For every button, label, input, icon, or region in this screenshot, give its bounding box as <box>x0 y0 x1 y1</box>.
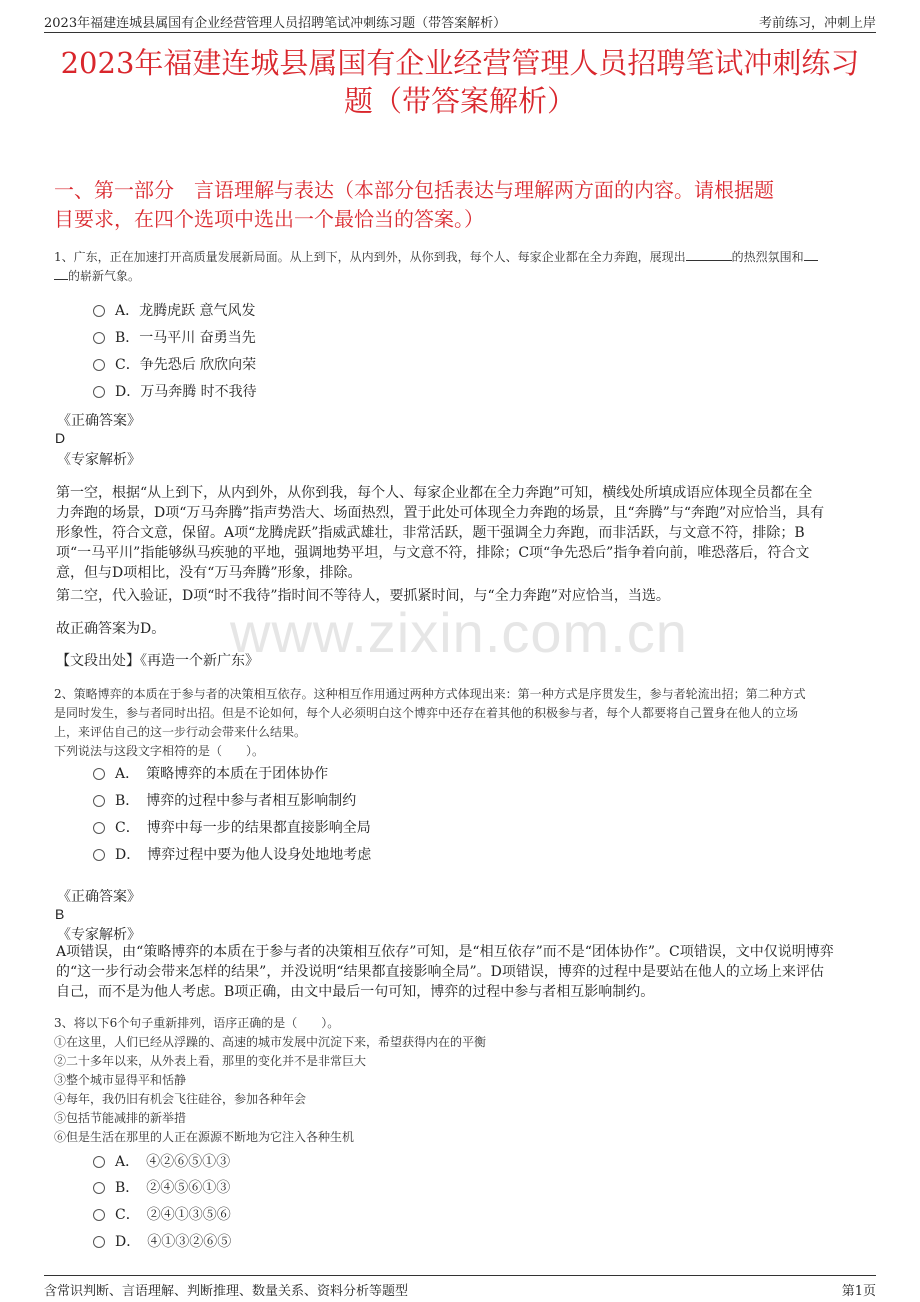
header-title: 2023年福建连城县属国有企业经营管理人员招聘笔试冲刺练习题（带答案解析） <box>44 16 507 31</box>
radio-icon[interactable] <box>93 1182 105 1194</box>
page-header <box>44 10 876 33</box>
q1-analysis-label: 《专家解析》 <box>57 452 141 468</box>
q1-answer-value: D <box>55 430 66 446</box>
stem-line: ①在这里，人们已经从浮躁的、高速的城市发展中沉淀下来，希望获得内在的平衡 <box>54 1035 487 1049</box>
analysis-line: 意，但与D项相比，没有“万马奔腾”形象，排除。 <box>56 565 362 581</box>
q2-option-b[interactable] <box>93 791 356 811</box>
title-line-1: 2023年福建连城县属国有企业经营管理人员招聘笔试冲刺练习 <box>60 46 860 80</box>
stem-line: ⑥但是生活在那里的人正在源源不断地为它注入各种生机 <box>54 1130 355 1144</box>
radio-icon[interactable] <box>93 386 105 398</box>
analysis-line: 力奔跑的场景，D项“万马奔腾”指声势浩大、场面热烈，置于此处可体现全力奔跑的场景，且“奔腾”与“奔跑”对应恰当，具有 <box>56 505 825 521</box>
analysis-line: 形象性，符合文意，保留。A项“龙腾虎跃”指威武雄壮，非常活跃，题干强调全力奔跑，而非活跃，与文意不符，排除；B <box>56 525 805 541</box>
option-label: A． ④②⑥⑤①③ <box>115 1154 231 1170</box>
q3-option-b[interactable] <box>93 1178 230 1198</box>
radio-icon[interactable] <box>93 359 105 371</box>
stem-line: 上，来评估自己的这一步行动会带来什么结果。 <box>54 725 307 739</box>
watermark: www.zixin.com.cn <box>230 601 688 664</box>
q1-option-d[interactable] <box>93 382 257 402</box>
option-label: B． 博弈的过程中参与者相互影响制约 <box>115 793 357 809</box>
section-heading-line-1: 一、第一部分 言语理解与表达（本部分包括表达与理解两方面的内容。请根据题 <box>54 178 774 202</box>
analysis-line: 的“这一步行动会带来怎样的结果”，并没说明“结果都直接影响全局”。D项错误，博弈的过程中是要站在他人的立场上来评估 <box>56 964 824 980</box>
q1-option-a[interactable] <box>93 301 256 321</box>
fill-blank <box>686 248 732 261</box>
q1-stem-part-3: 的崭新气象。 <box>68 269 141 283</box>
option-label: D． ④①③②⑥⑤ <box>115 1234 232 1250</box>
option-label: B． ②④⑤⑥①③ <box>115 1180 231 1196</box>
option-label: C． ②④①③⑤⑥ <box>115 1207 231 1223</box>
q1-source: 【文段出处】《再造一个新广东》 <box>56 653 259 669</box>
option-label: D． 博弈过程中要为他人设身处地地考虑 <box>115 847 372 863</box>
page-footer <box>44 1275 876 1302</box>
radio-icon[interactable] <box>93 332 105 344</box>
question-2-stem <box>54 685 870 761</box>
analysis-line: 第一空，根据“从上到下，从内到外，从你到我，每个人、每家企业都在全力奔跑”可知，横线处所填成语应体现全员都在全 <box>56 485 813 501</box>
question-1-stem <box>54 248 870 286</box>
radio-icon[interactable] <box>93 795 105 807</box>
q2-option-a[interactable] <box>93 764 328 784</box>
q3-option-a[interactable] <box>93 1152 230 1172</box>
analysis-line: A项错误，由“策略博弈的本质在于参与者的决策相互依存”可知，是“相互依存”而不是“团体协作”。C项错误，文中仅说明博弈 <box>56 944 834 960</box>
fill-blank <box>804 248 818 261</box>
page-number: 第1页 <box>841 1284 876 1299</box>
q2-option-c[interactable] <box>93 818 371 838</box>
option-label: D．万马奔腾 时不我待 <box>115 384 257 400</box>
q2-answer-label: 《正确答案》 <box>57 889 141 905</box>
option-label: B．一马平川 奋勇当先 <box>115 330 256 346</box>
q1-answer-label: 《正确答案》 <box>57 413 141 429</box>
stem-line: 是同时发生，参与者同时出招。但是不论如何，每个人必须明白这个博弈中还存在着其他的积极参与者，每个人都要将自己置身在他人的立场 <box>54 706 799 720</box>
footer-note: 含常识判断、言语理解、判断推理、数量关系、资料分析等题型 <box>44 1284 409 1299</box>
radio-icon[interactable] <box>93 822 105 834</box>
radio-icon[interactable] <box>93 1156 105 1168</box>
q3-option-d[interactable] <box>93 1232 231 1252</box>
q1-stem-part-1: 1、广东，正在加速打开高质量发展新局面。从上到下，从内到外，从你到我，每个人、每家企业都在全力奔跑，展现出 <box>54 250 686 264</box>
stem-line: ③整个城市显得平和恬静 <box>54 1073 187 1087</box>
radio-icon[interactable] <box>93 849 105 861</box>
stem-line: ⑤包括节能减排的新举措 <box>54 1111 187 1125</box>
option-label: C． 博弈中每一步的结果都直接影响全局 <box>115 820 371 836</box>
header-slogan: 考前练习，冲刺上岸 <box>758 16 876 31</box>
section-heading <box>54 176 870 234</box>
q2-answer-value: B <box>55 906 65 922</box>
radio-icon[interactable] <box>93 305 105 317</box>
stem-line: 3、将以下6个句子重新排列，语序正确的是（ ）。 <box>54 1016 340 1030</box>
analysis-line: 项“一马平川”指能够纵马疾驰的平地，强调地势平坦，与文意不符，排除；C项“争先恐后”指争着向前，唯恐落后，符合文 <box>56 545 810 561</box>
q1-analysis-paragraph-2: 第二空，代入验证，D项“时不我待”指时间不等待人，要抓紧时间，与“全力奔跑”对应恰当，当选。 <box>56 588 670 604</box>
stem-line: ④每年，我仍旧有机会飞往硅谷，参加各种年会 <box>54 1092 307 1106</box>
stem-line: ②二十多年以来，从外表上看，那里的变化并不是非常巨大 <box>54 1054 367 1068</box>
q1-option-b[interactable] <box>93 328 256 348</box>
q1-stem-part-2: 的热烈氛围和 <box>731 250 804 264</box>
q3-option-c[interactable] <box>93 1205 231 1225</box>
analysis-line: 自己，而不是为他人考虑。B项正确，由文中最后一句可知，博弈的过程中参与者相互影响制约。 <box>56 984 655 1000</box>
radio-icon[interactable] <box>93 1209 105 1221</box>
option-label: A． 策略博弈的本质在于团体协作 <box>115 766 329 782</box>
q1-analysis-conclusion: 故正确答案为D。 <box>56 621 166 637</box>
q2-analysis <box>56 942 860 1002</box>
q1-analysis-paragraph-1 <box>56 483 860 583</box>
q2-analysis-label: 《专家解析》 <box>57 927 141 943</box>
document-title <box>40 44 880 120</box>
q2-option-d[interactable] <box>93 845 371 865</box>
radio-icon[interactable] <box>93 1236 105 1248</box>
section-heading-line-2: 目要求，在四个选项中选出一个最恰当的答案。） <box>54 207 484 231</box>
fill-blank <box>54 267 68 280</box>
stem-line: 下列说法与这段文字相符的是（ ）。 <box>54 744 265 758</box>
radio-icon[interactable] <box>93 768 105 780</box>
question-3-stem <box>54 1014 486 1147</box>
option-label: C．争先恐后 欣欣向荣 <box>115 357 257 373</box>
stem-line: 2、策略博弈的本质在于参与者的决策相互依存。这种相互作用通过两种方式体现出来：第一种方式是序贯发生，参与者轮流出招；第二种方式 <box>54 687 806 701</box>
title-line-2: 题（带答案解析） <box>343 84 576 118</box>
q1-option-c[interactable] <box>93 355 256 375</box>
option-label: A．龙腾虎跃 意气风发 <box>115 303 256 319</box>
